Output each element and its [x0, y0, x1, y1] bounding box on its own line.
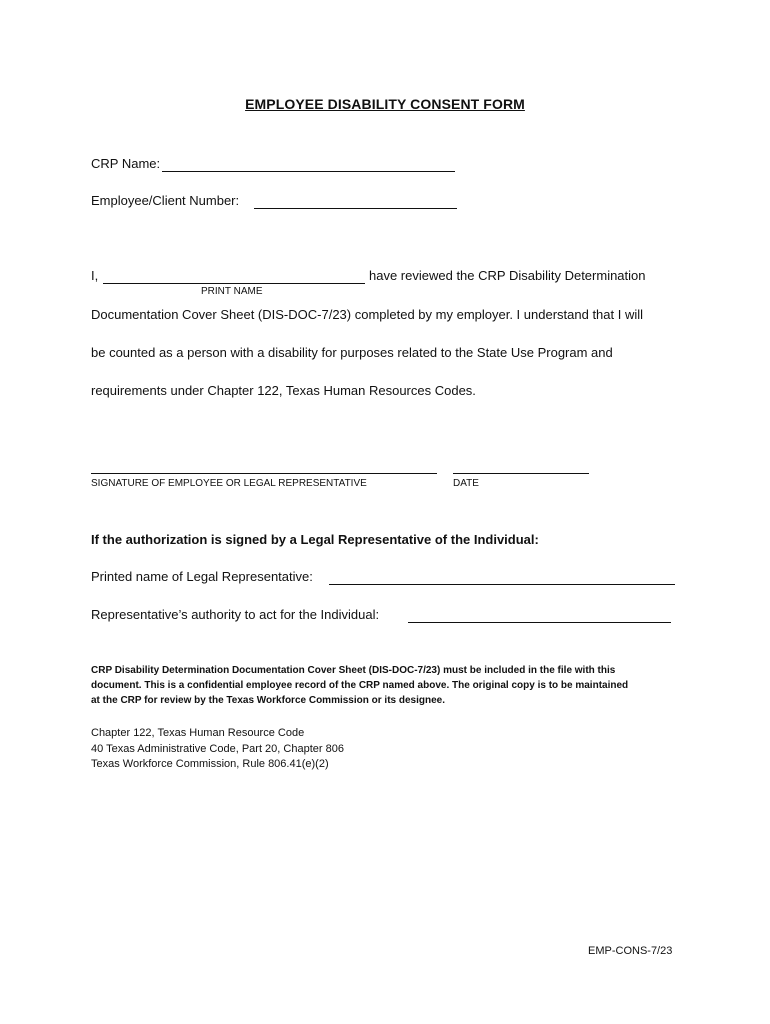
print-name-field[interactable] — [103, 283, 365, 284]
employee-number-field[interactable] — [254, 208, 457, 209]
crp-name-row — [91, 156, 160, 171]
statement-line4: requirements under Chapter 122, Texas Human Resources Codes. — [91, 383, 476, 398]
signature-field[interactable] — [91, 473, 437, 474]
confidential-note — [91, 663, 628, 708]
citation-3: Texas Workforce Commission, Rule 806.41(e)(2) — [91, 758, 329, 770]
crp-name-label: CRP Name: — [91, 156, 161, 171]
rep-authority-field[interactable] — [408, 622, 671, 623]
date-caption: DATE — [453, 478, 479, 489]
date-field[interactable] — [453, 473, 589, 474]
employee-number-row — [91, 193, 239, 208]
citation-1: Chapter 122, Texas Human Resource Code — [91, 727, 305, 739]
citations — [91, 726, 344, 773]
note-line-1: CRP Disability Determination Documentation Cover Sheet (DIS-DOC-7/23) must be included in the file with this — [91, 665, 616, 676]
note-line-2: document. This is a confidential employee record of the CRP named above. The original copy is to be maintained — [91, 680, 629, 691]
statement-prefix: I, — [91, 268, 99, 283]
citation-2: 40 Texas Administrative Code, Part 20, Chapter 806 — [91, 742, 344, 755]
print-name-caption: PRINT NAME — [201, 286, 263, 297]
employee-number-label: Employee/Client Number: — [91, 193, 240, 208]
statement-line3: be counted as a person with a disability for purposes related to the State Use Program and — [91, 345, 613, 360]
signature-caption: SIGNATURE OF EMPLOYEE OR LEGAL REPRESENTATIVE — [91, 478, 367, 489]
legal-rep-heading: If the authorization is signed by a Legal Representative of the Individual: — [91, 532, 539, 547]
rep-authority-label: Representative’s authority to act for the Individual: — [91, 607, 380, 622]
statement-line2: Documentation Cover Sheet (DIS-DOC-7/23) completed by my employer. I understand that I will — [91, 307, 644, 322]
note-line-3: at the CRP for review by the Texas Workforce Commission or its designee. — [91, 695, 445, 706]
form-code: EMP-CONS-7/23 — [588, 945, 673, 957]
rep-printed-name-label: Printed name of Legal Representative: — [91, 569, 313, 584]
statement-line1: have reviewed the CRP Disability Determination — [369, 268, 646, 283]
rep-printed-name-field[interactable] — [329, 584, 675, 585]
form-title: EMPLOYEE DISABILITY CONSENT FORM — [245, 96, 525, 112]
crp-name-field[interactable] — [162, 171, 455, 172]
